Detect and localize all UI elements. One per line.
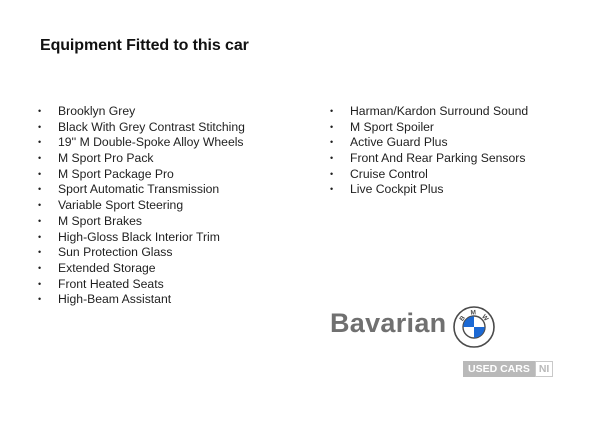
used-cars-badge [463, 361, 553, 377]
list-item-label: M Sport Spoiler [350, 119, 434, 134]
list-item-label: Harman/Kardon Surround Sound [350, 104, 529, 118]
bullet-icon: • [38, 215, 42, 226]
bullet-icon: • [38, 200, 42, 211]
list-item-label: Active Guard Plus [350, 135, 448, 150]
list-item-label: High-Gloss Black Interior Trim [58, 229, 220, 244]
list-item-label: 19'' M Double-Spoke Alloy Wheels [58, 135, 244, 150]
list-item [38, 292, 245, 308]
list-item-label: High-Beam Assistant [58, 292, 172, 307]
list-item [38, 261, 245, 277]
bmw-roundel-icon [453, 306, 495, 348]
bullet-icon: • [38, 231, 42, 242]
list-item-label: Live Cockpit Plus [350, 182, 444, 197]
list-item [38, 245, 245, 261]
list-item [38, 214, 245, 230]
roundel-letter-m: M [470, 309, 477, 317]
list-item-label: M Sport Pro Pack [58, 151, 154, 166]
list-item [38, 198, 245, 214]
list-item [38, 230, 245, 246]
bullet-icon: • [38, 278, 42, 289]
list-item [38, 182, 245, 198]
bullet-icon: • [330, 153, 334, 164]
bullet-icon: • [38, 106, 42, 116]
region-label: NI [535, 361, 554, 377]
list-item [330, 151, 528, 167]
bullet-icon: • [330, 106, 334, 116]
dealer-logo [330, 306, 500, 350]
used-cars-label: USED CARS [463, 361, 535, 377]
list-item [330, 104, 528, 120]
bullet-icon: • [38, 247, 42, 258]
roundel-letter-w: W [480, 313, 490, 323]
list-item [38, 167, 245, 183]
bullet-icon: • [38, 184, 42, 195]
list-item [38, 120, 245, 136]
roundel-letter-b: B [458, 314, 467, 323]
list-item [38, 104, 245, 120]
list-item [330, 167, 528, 183]
list-item-label: M Sport Package Pro [58, 166, 174, 181]
list-item-label: Variable Sport Steering [58, 198, 184, 213]
list-item [330, 182, 528, 198]
list-item [38, 151, 245, 167]
bullet-icon: • [330, 184, 334, 195]
bullet-icon: • [330, 137, 334, 148]
list-item-label: Brooklyn Grey [58, 104, 136, 118]
bullet-icon: • [38, 121, 42, 132]
list-item [330, 135, 528, 151]
list-item-label: Sport Automatic Transmission [58, 182, 220, 197]
bullet-icon: • [330, 121, 334, 132]
list-item-label: Front And Rear Parking Sensors [350, 151, 526, 166]
list-item-label: Extended Storage [58, 260, 156, 275]
list-item [38, 135, 245, 151]
bullet-icon: • [38, 294, 42, 305]
bullet-icon: • [38, 168, 42, 179]
bullet-icon: • [38, 262, 42, 273]
list-item-label: Black With Grey Contrast Stitching [58, 119, 245, 134]
bullet-icon: • [330, 168, 334, 179]
equipment-list-right [330, 104, 528, 198]
list-item-label: M Sport Brakes [58, 213, 142, 228]
page-title: Equipment Fitted to this car [40, 37, 249, 54]
equipment-list-left [38, 104, 245, 308]
bullet-icon: • [38, 153, 42, 164]
list-item-label: Sun Protection Glass [58, 245, 173, 260]
list-item [330, 120, 528, 136]
list-item-label: Cruise Control [350, 166, 428, 181]
list-item-label: Front Heated Seats [58, 276, 164, 291]
brand-wordmark: Bavarian [330, 308, 447, 338]
list-item [38, 277, 245, 293]
bullet-icon: • [38, 137, 42, 148]
